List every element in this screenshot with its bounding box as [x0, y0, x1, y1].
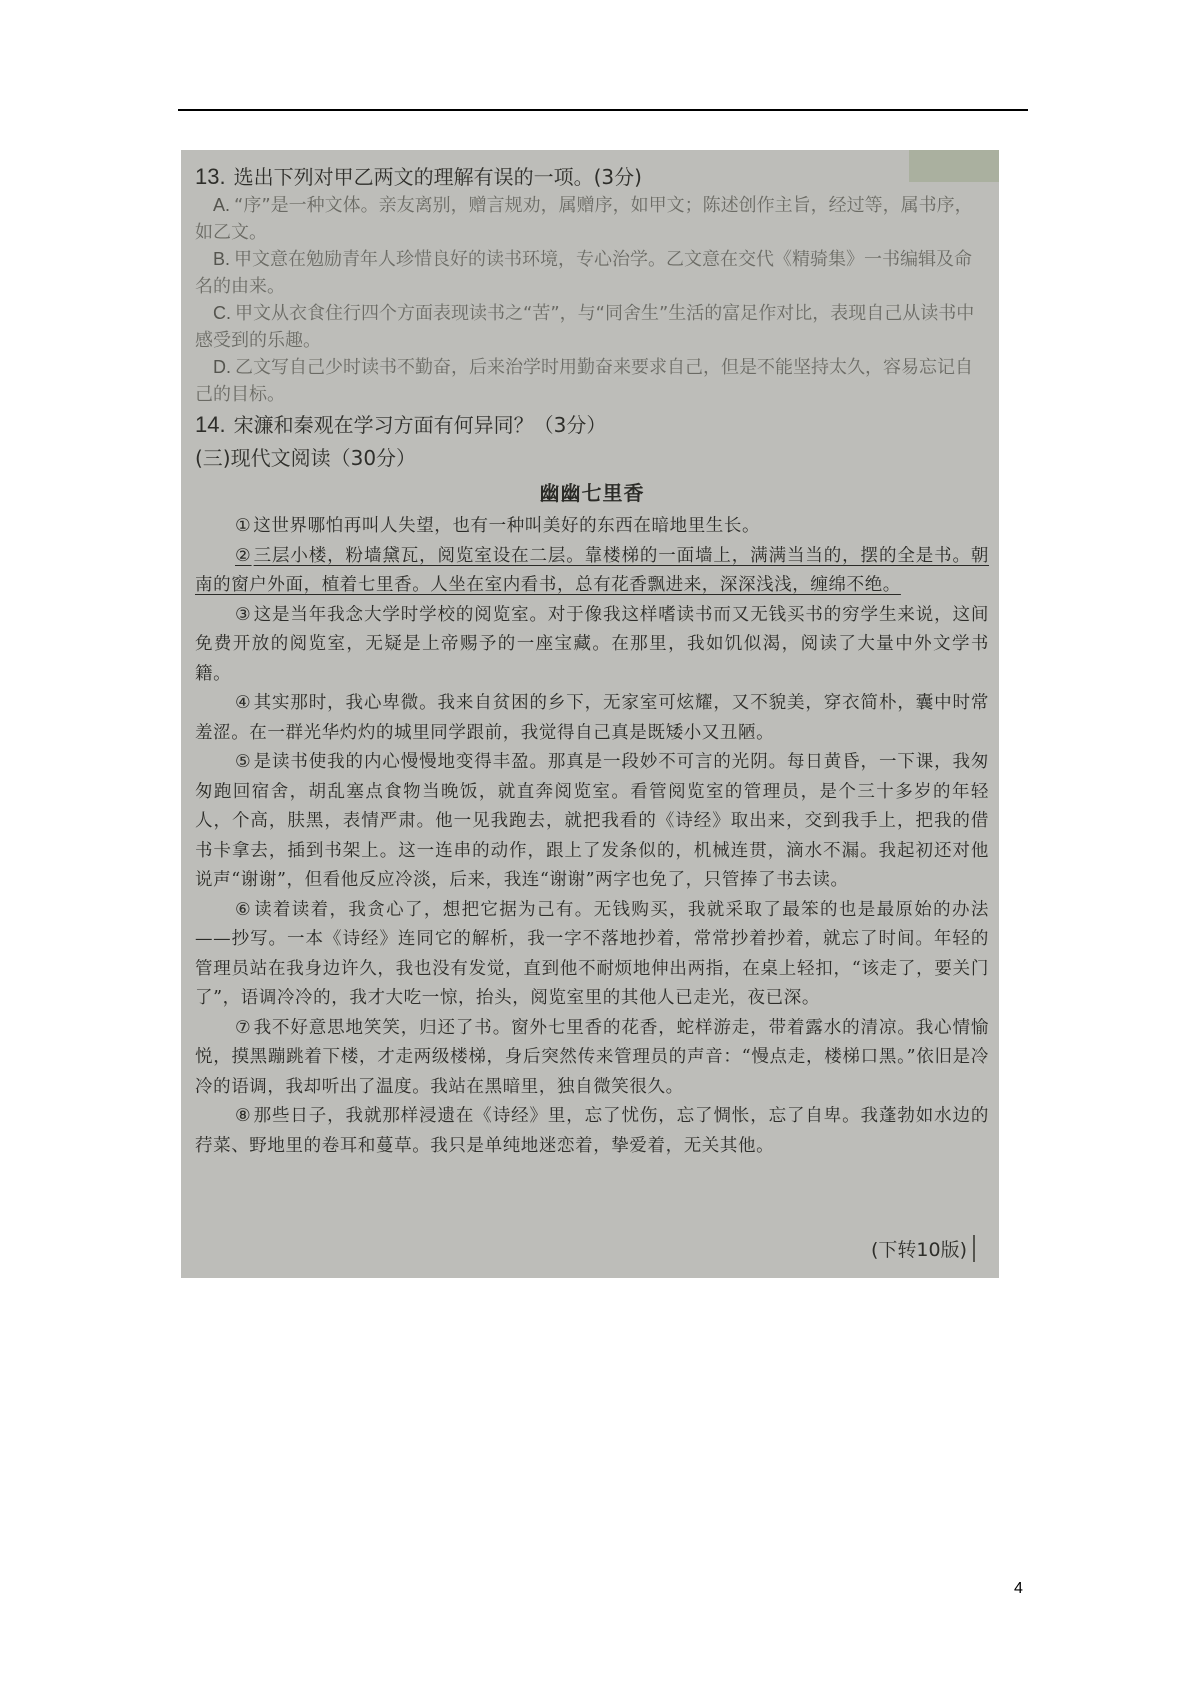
question-14-title — [195, 412, 989, 438]
question-13-title — [195, 164, 989, 190]
question-13-option-c: C. 甲文从衣食住行四个方面表现读书之“苦”，与“同舍生”生活的富足作对比，表现自己从读书中感受到的乐趣。 — [195, 303, 975, 351]
essay-paragraph-7: ⑦ 我不好意思地笑笑，归还了书。窗外七里香的花香，蛇样游走，带着露水的清凉。我心情愉悦，摸黑蹦跳着下楼，才走两级楼梯，身后突然传来管理员的声音：“慢点走，楼梯口黑。”依旧是冷冷的语调，我却听出了温度。我站在黑暗里，独自微笑很久。 — [195, 1017, 990, 1097]
scanned-newspaper-photo — [181, 150, 999, 1278]
question-14-text: 宋濂和秦观在学习方面有何异同？（3分） — [233, 413, 607, 437]
essay-paragraph-2: ② 三层小楼，粉墙黛瓦，阅览室设在二层。靠楼梯的一面墙上，满满当当的，摆的全是书。朝南的窗户外面，植着七里香。人坐在室内看书，总有花香飘进来，深深浅浅，缠绵不绝。 — [195, 545, 990, 595]
essay-paragraph-8: ⑧ 那些日子，我就那样浸遗在《诗经》里，忘了忧伤，忘了惆怅，忘了自卑。我蓬勃如水边的荇菜、野地里的卷耳和蔓草。我只是单纯地迷恋着，挚爱着，无关其他。 — [195, 1106, 990, 1156]
essay-paragraph-5: ⑤ 是读书使我的内心慢慢地变得丰盈。那真是一段妙不可言的光阴。每日黄昏，一下课，我匆匆跑回宿舍，胡乱塞点食物当晚饭，就直奔阅览室。看管阅览室的管理员，是个三十多岁的年轻人，个高，肤黑，表情严肃。他一见我跑去，就把我看的《诗经》取出来，交到我手上，把我的借书卡拿去，插到书架上。这一连串的动作，跟上了发条似的，机械连贯，滴水不漏。我起初还对他说声“谢谢”，但看他反应冷淡，后来，我连“谢谢”两字也免了，只管捧了书去读。 — [195, 752, 990, 890]
essay-paragraph-3: ③ 这是当年我念大学时学校的阅览室。对于像我这样嗜读书而又无钱买书的穷学生来说，这间免费开放的阅览室，无疑是上帝赐予的一座宝藏。在那里，我如饥似渴，阅读了大量中外文学书籍。 — [195, 604, 990, 684]
question-13-option-b: B. 甲文意在勉励青年人珍惜良好的读书环境，专心治学。乙文意在交代《精骑集》一书编辑及命名的由来。 — [195, 249, 973, 297]
essay-title: 幽幽七里香 — [539, 481, 645, 505]
question-14-number: 14. — [195, 412, 226, 437]
question-13-text: 选出下列对甲乙两文的理解有误的一项。(3分) — [233, 165, 642, 189]
photo-corner-shadow — [909, 150, 999, 182]
section-heading: (三)现代文阅读（30分） — [195, 446, 417, 470]
continued-note: (下转10版) — [871, 1235, 975, 1262]
page-number: 4 — [1014, 1580, 1023, 1597]
header-rule — [178, 109, 1028, 111]
question-13-option-a: A. “序”是一种文体。亲友离别，赠言规劝，属赠序，如甲文；陈述创作主旨，经过等，属书序，如乙文。 — [195, 195, 973, 243]
question-13-option-d: D. 乙文写自己少时读书不勤奋，后来治学时用勤奋来要求自己，但是不能坚持太久，容易忘记自己的目标。 — [195, 357, 973, 405]
essay-paragraph-1: ① 这世界哪怕再叫人失望，也有一种叫美好的东西在暗地里生长。 — [235, 516, 761, 536]
essay-paragraph-4: ④ 其实那时，我心卑微。我来自贫困的乡下，无家室可炫耀，又不貌美，穿衣简朴，囊中时常羞涩。在一群光华灼灼的城里同学跟前，我觉得自己真是既矮小又丑陋。 — [195, 693, 990, 743]
question-13-number: 13. — [195, 164, 226, 189]
essay-paragraph-6: ⑥ 读着读着，我贪心了，想把它据为己有。无钱购买，我就采取了最笨的也是最原始的办法——抄写。一本《诗经》连同它的解析，我一字不落地抄着，常常抄着抄着，就忘了时间。年轻的管理员站在我身边许久，我也没有发觉，直到他不耐烦地伸出两指，在桌上轻扣，“该走了，要关门了”，语调冷冷的，我才大吃一惊，抬头，阅览室里的其他人已走光，夜已深。 — [195, 899, 989, 1008]
